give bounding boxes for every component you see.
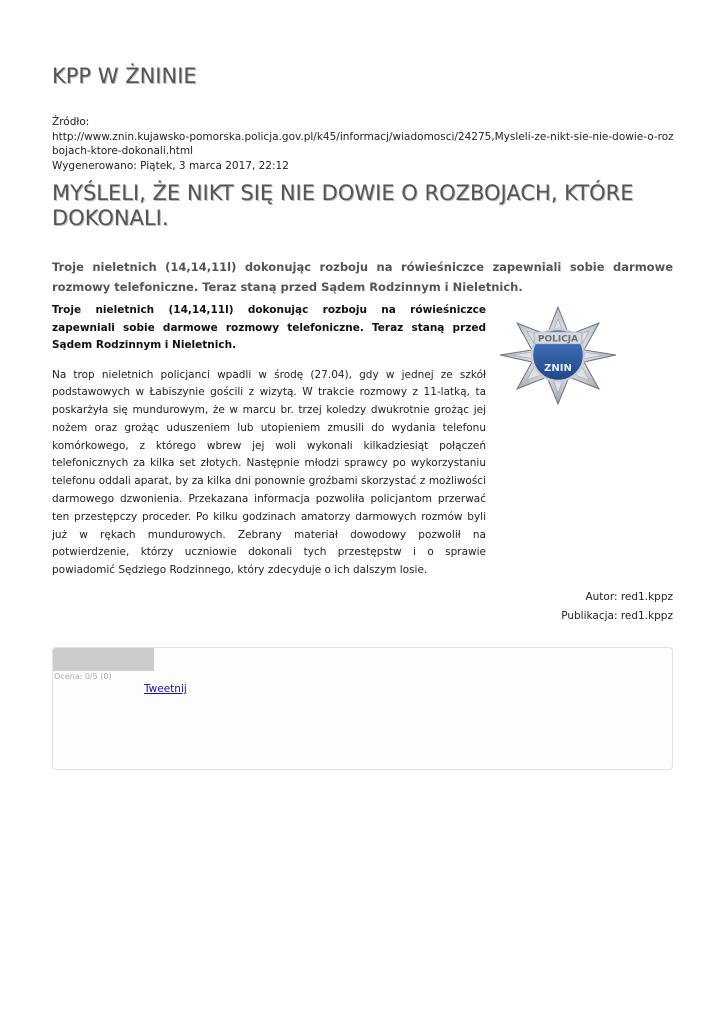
generated-date: Wygenerowano: Piątek, 3 marca 2017, 22:12 [52, 159, 289, 172]
article-title: MYŚLELI, ŻE NIKT SIĘ NIE DOWIE O ROZBOJACH, KTÓRE DOKONALI. [52, 181, 634, 230]
article-body [52, 302, 486, 580]
rating-stars[interactable] [53, 648, 154, 671]
tweet-link[interactable]: Tweetnij [144, 683, 187, 695]
article-lead: Troje nieletnich (14,14,11l) dokonując rozboju na rówieśniczce zapewniali sobie darmowe rozmowy telefoniczne. Teraz staną przed Sądem Rodzinnym i Nieletnich. [52, 260, 673, 294]
police-badge-image [497, 305, 620, 405]
site-title: KPP W ŻNINIE [52, 64, 197, 88]
source-url: http://www.znin.kujawsko-pomorska.policja.gov.pl/k45/informacj/wiadomosci/24275,Mysleli-ze-nikt-sie-nie-dowie-o-rozbojach-ktore-dokonali.html [52, 130, 674, 157]
rating-text: Ocena: 0/5 (0) [54, 672, 112, 681]
article-content: Na trop nieletnich policjanci wpadli w środę (27.04), gdy w jednej ze szkół podstawowych w Łabiszynie gościli z wizytą. W trakcie rozmowy z 11-latką, ta poskarżyła się mundurowym, że w marcu br. trzej koledzy dwukrotnie grożąc jej nożem oraz grożąc uduszeniem lub utopieniem zmusili do wydania telefonu komórkowego, z którego wbrew jej woli wykonali kilkadziesiąt połączeń telefonicznych za kilka set złotych. Następnie młodzi sprawcy po wykorzystaniu telefonu oddali aparat, by za kilka dni ponownie groźbami skorzystać z możliwości darmowego dzwonienia. Przekazana informacja pozwoliła policjantom przerwać ten przestępczy proceder. Po kilku godzinach amatorzy darmowych rozmów byli już w rękach mundurowych. Zebrany materiał dowodowy pozwolił na potwierdzenie, którzy uczniowie dokonali tych przestępstw i o sprawie powiadomić Sędziego Rodzinnego, który zdecyduje o ich dalszym losie. [52, 368, 486, 577]
badge-bottom-text: ZNIN [544, 363, 572, 374]
author-info [561, 588, 673, 625]
publication: Publikacja: red1.kppz [561, 609, 673, 622]
source-meta [52, 115, 677, 173]
author: Autor: red1.kppz [585, 591, 673, 603]
source-label: Źródło: [52, 116, 90, 128]
article-intro: Troje nieletnich (14,14,11l) dokonując rozboju na rówieśniczce zapewniali sobie darmowe rozmowy telefoniczne. Teraz staną przed Sądem Rodzinnym i Nieletnich. [52, 304, 486, 351]
social-panel [52, 647, 673, 770]
police-star-icon [497, 305, 620, 405]
badge-top-text: POLICJA [537, 334, 579, 345]
